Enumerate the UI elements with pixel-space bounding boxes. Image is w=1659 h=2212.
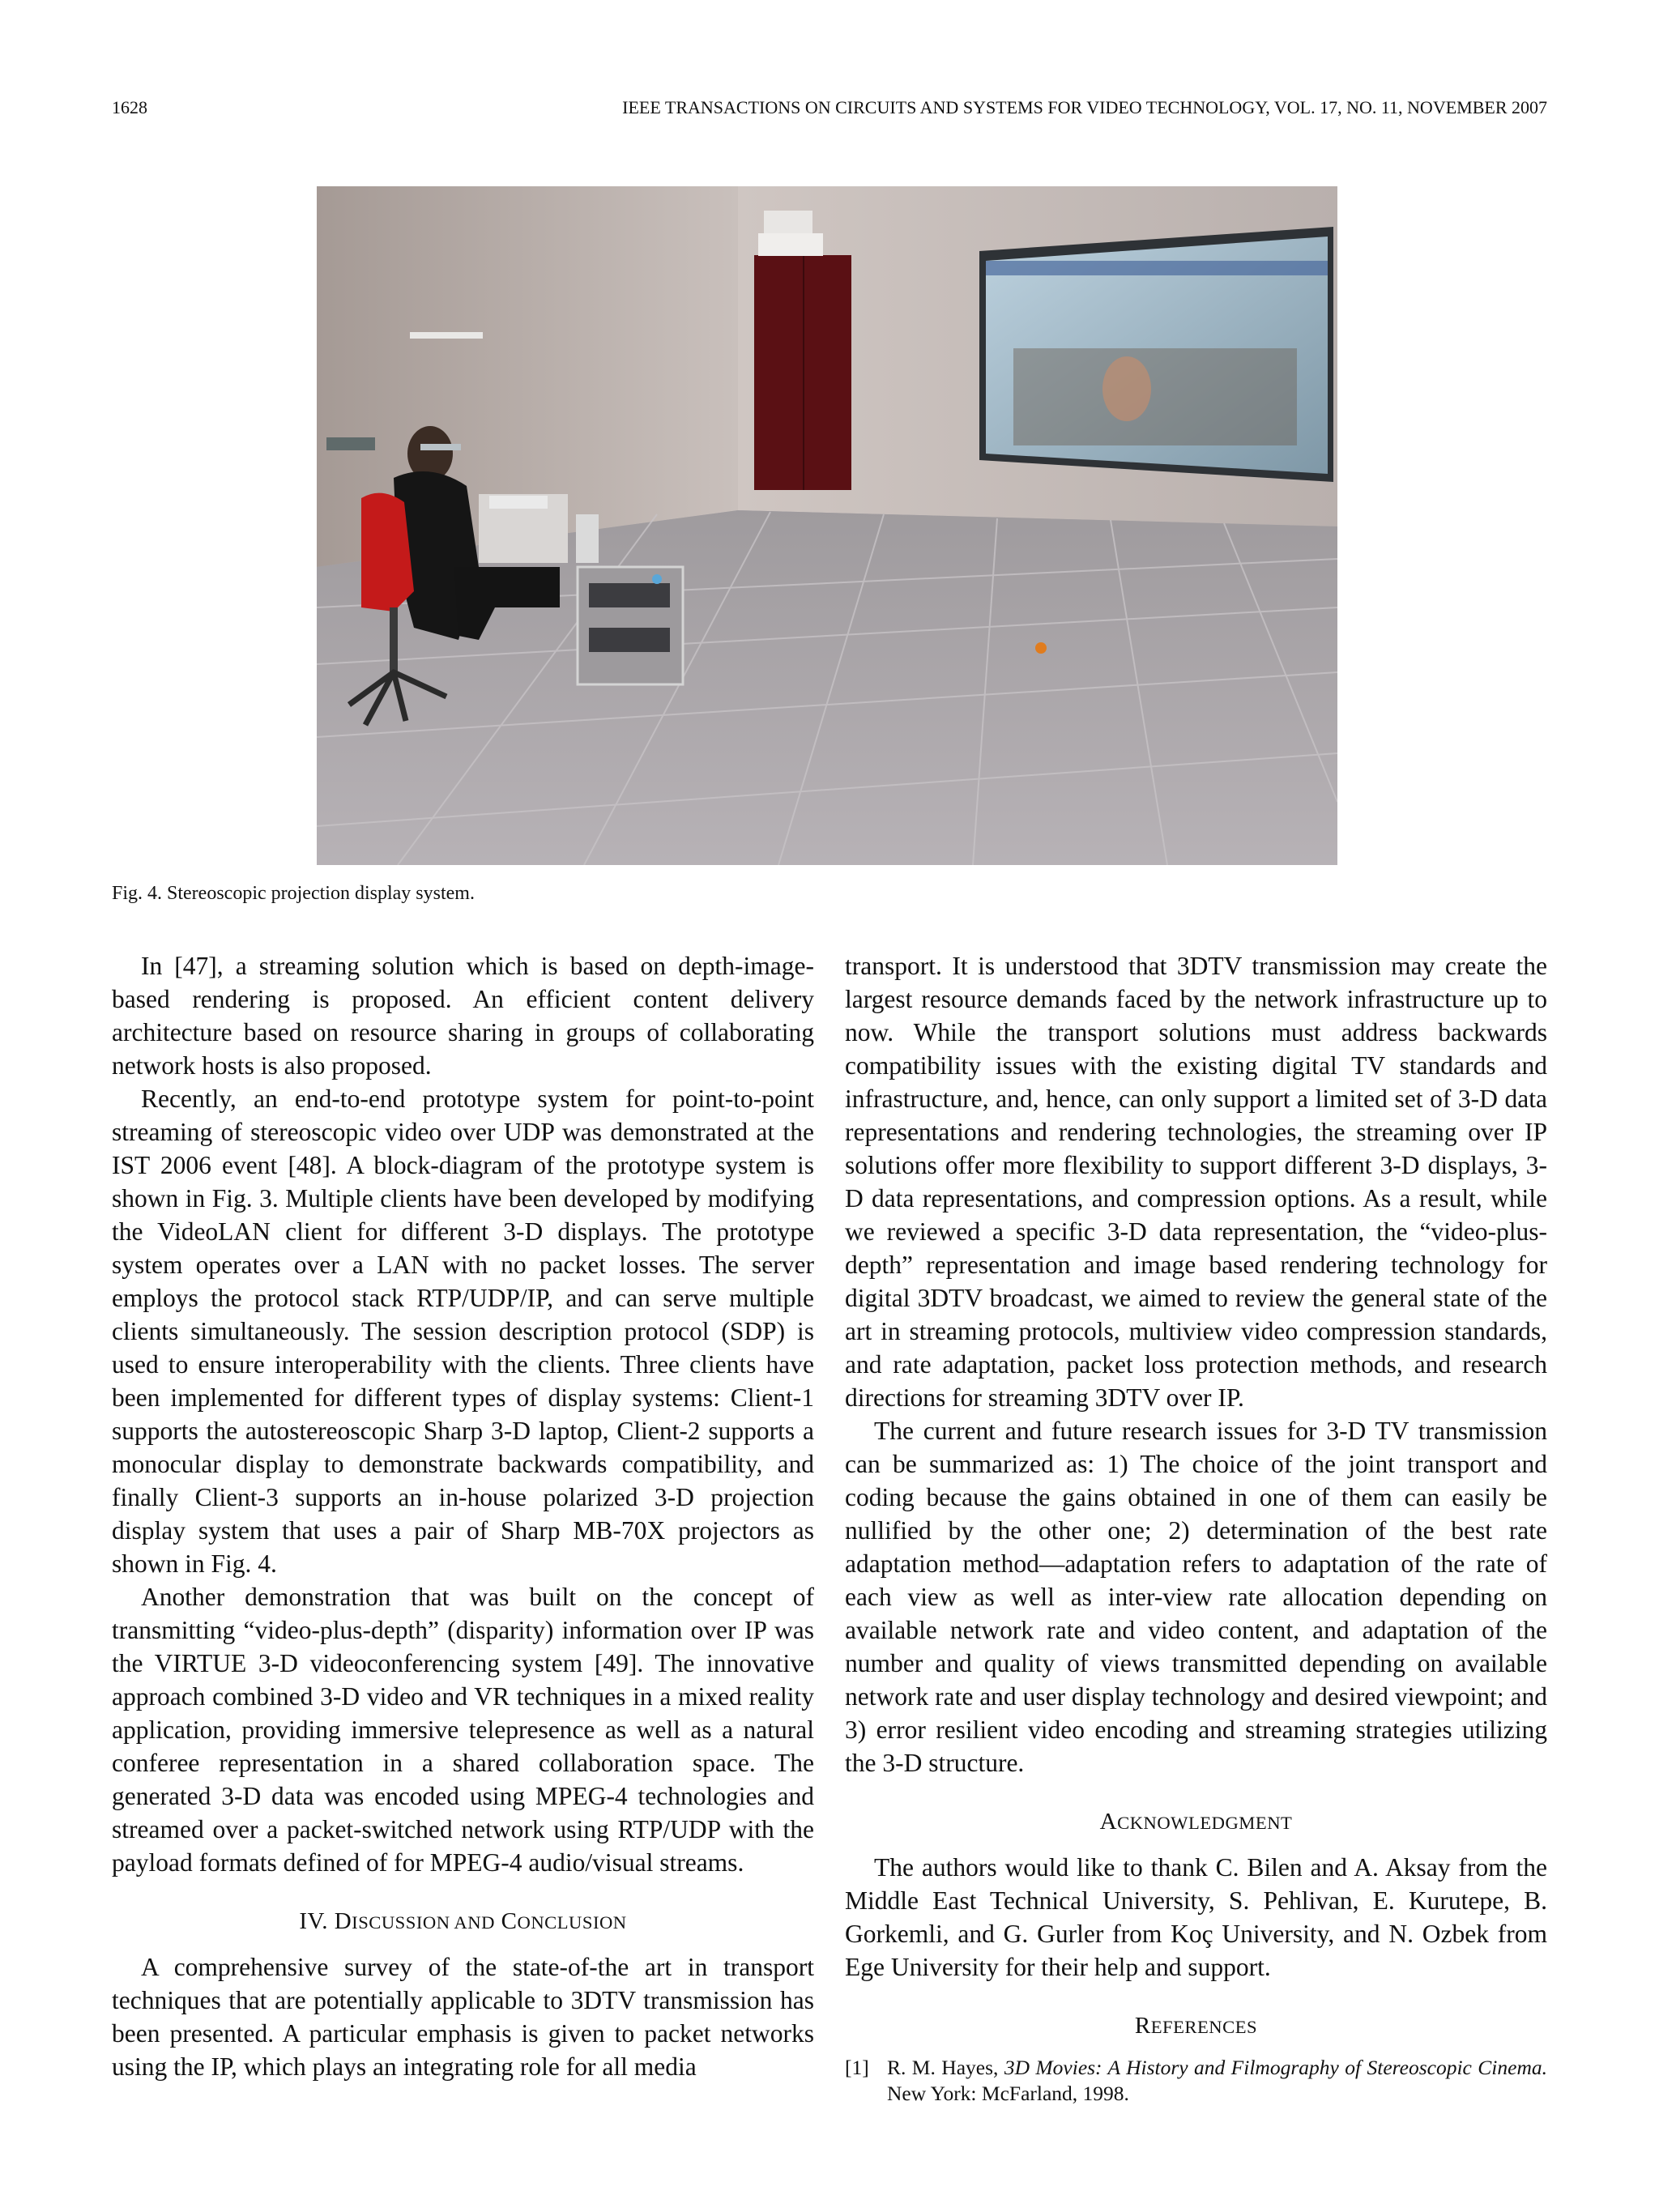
reference-number: [1] <box>845 2056 869 2079</box>
figure-photo <box>317 186 1337 865</box>
body-paragraph: The current and future research issues for 3-D TV transmission can be summarized as: 1) The choice of the joint transport and coding because the gains obtained in one of them can easily be nullified by the other one; 2) determination of the best rate adaptation method—adaptation refers to adaptation of the rate of each view as well as inter-view rate allocation depending on available network rate and video content, and adaptation of the number and quality of views transmitted depending on available network rate and user display technology and desired viewpoint; and 3) error resilient video encoding and streaming strategies utilizing the 3-D structure. <box>845 1417 1547 1777</box>
body-paragraph-continued: transport. It is understood that 3DTV transmission may create the largest resource demands faced by the network infrastructure up to now. While the transport solutions must address backwards compatibility issues with the existing digital TV standards and infrastructure, and, hence, can only support a limited set of 3-D data representations and rendering technologies, the streaming over IP solutions offer more flexibility to support different 3-D displays, 3-D data representations, and compression options. As a result, while we reviewed a specific 3-D data representation, the “video-plus-depth” representation and image based rendering technology for digital 3DTV broadcast, we aimed to review the general state of the art in streaming protocols, multiview video compression standards, and rate adaptation, packet loss protection methods, and research directions for streaming 3DTV over IP. <box>845 952 1547 1412</box>
references-heading: REFERENCES <box>1134 2013 1258 2039</box>
page-number: 1628 <box>112 97 147 117</box>
body-paragraph: Another demonstration that was built on the concept of transmitting “video-plus-depth” (disparity) information over IP was the VIRTUE 3-D videoconferencing system [49]. The innovative approach combined 3-D video and VR techniques in a mixed reality application, providing immersive telepresence as well as a natural conferee representation in a shared collaboration space. The generated 3-D data was encoded using MPEG-4 technologies and streamed over a packet-switched network using RTP/UDP with the payload formats defined of for MPEG-4 audio/visual streams. <box>112 1583 814 1877</box>
section-number: IV. <box>299 1908 328 1934</box>
stereoscopic-room-photo <box>317 186 1337 865</box>
reference-title: 3D Movies: A History and Filmography of Stereoscopic Cinema. <box>1004 2056 1547 2079</box>
body-paragraph: A comprehensive survey of the state-of-the art in transport techniques that are potentially applicable to 3DTV transmission has been presented. A particular emphasis is given to packet networks using the IP, which plays an integrating role for all media <box>112 1953 814 2081</box>
acknowledgment-text: The authors would like to thank C. Bilen and A. Aksay from the Middle East Technical University, S. Pehlivan, E. Kurutepe, B. Gorkemli, and G. Gurler from Koç University, and N. Ozbek from Ege University for their help and support. <box>845 1853 1547 1981</box>
acknowledgment-heading: ACKNOWLEDGMENT <box>1099 1809 1293 1835</box>
reference-item <box>845 2055 1547 2107</box>
right-column <box>845 949 1547 2107</box>
body-paragraph: In [47], a streaming solution which is based on depth-image-based rendering is proposed. An efficient content delivery architecture based on resource sharing in groups of collaborating network hosts is also proposed. <box>112 952 814 1080</box>
journal-running-head: IEEE TRANSACTIONS ON CIRCUITS AND SYSTEMS FOR VIDEO TECHNOLOGY, VOL. 17, NO. 11, NOVEMBER 2007 <box>622 97 1547 117</box>
reference-publisher: New York: McFarland, 1998. <box>887 2082 1129 2105</box>
left-column <box>112 949 814 2083</box>
small-object-on-floor <box>1035 642 1047 654</box>
page-header <box>112 97 1547 130</box>
figure-caption: Fig. 4. Stereoscopic projection display system. <box>112 883 475 904</box>
section-heading-discussion: IV. DISCUSSION AND CONCLUSION <box>299 1908 627 1934</box>
body-paragraph: Recently, an end-to-end prototype system for point-to-point streaming of stereoscopic video over UDP was demonstrated at the IST 2006 event [48]. A block-diagram of the prototype system is shown in Fig. 3. Multiple clients have been developed by modifying the VideoLAN client for different 3-D displays. The prototype system operates over a LAN with no packet losses. The server employs the protocol stack RTP/UDP/IP, and can serve multiple clients simultaneously. The session description protocol (SDP) is used to ensure interoperability with the clients. Three clients have been implemented for different types of display systems: Client-1 supports the autostereoscopic Sharp 3-D laptop, Client-2 supports a monocular display to demonstrate backwards compatibility, and finally Client-3 supports an in-house polarized 3-D projection display system that uses a pair of Sharp MB-70X projectors as shown in Fig. 4. <box>112 1085 814 1578</box>
reference-authors: R. M. Hayes, <box>887 2056 999 2079</box>
